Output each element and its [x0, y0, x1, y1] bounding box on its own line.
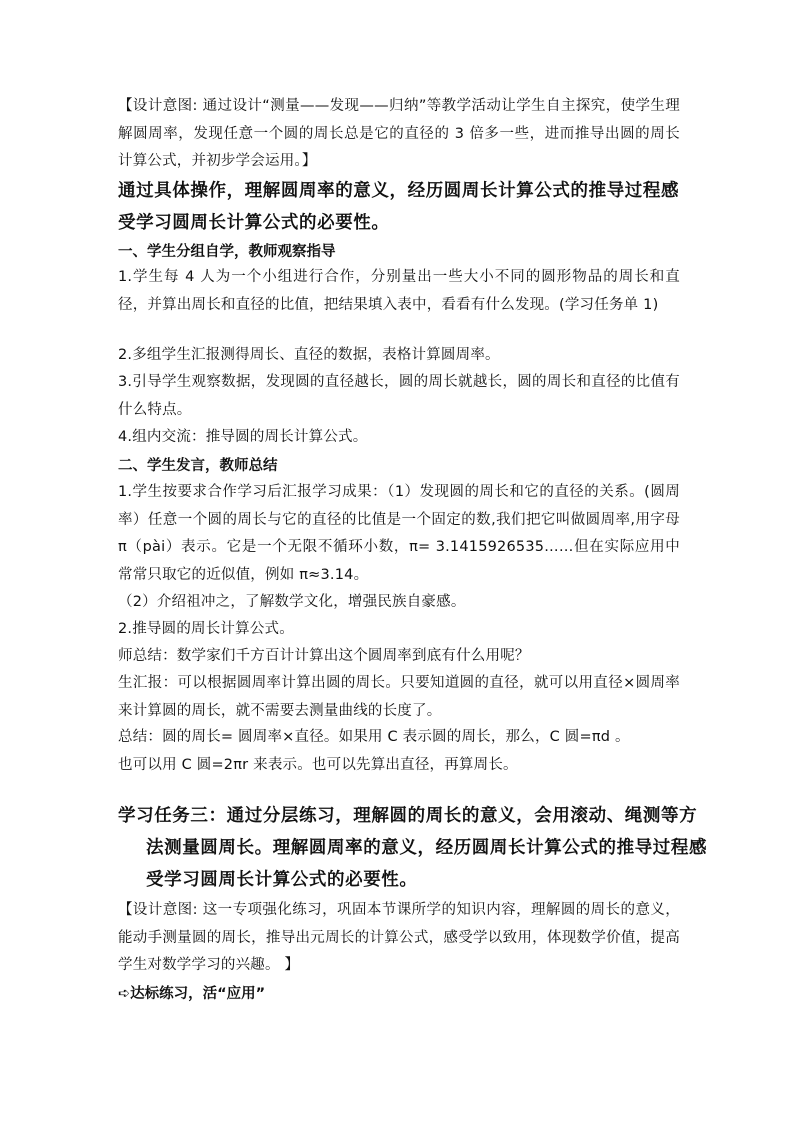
section-heading-1: 一、学生分组自学，教师观察指导 — [118, 244, 336, 260]
goal-heading: 通过具体操作，理解圆周率的意义，经历圆周长计算公式的推导过程感受学习圆周长计算公式的必要性。 — [118, 181, 680, 233]
teacher-question: 师总结：数学家们千方百计计算出这个圆周率到底有什么用呢？ — [118, 648, 530, 664]
student-report: 生汇报：可以根据圆周率计算出圆的周长。只要知道圆的直径，就可以用直径×圆周率来计算圆的周长，就不需要去测量曲线的长度了。 — [118, 675, 680, 719]
step-paragraph-2-2: （2）介绍祖冲之，了解数学文化，增强民族自豪感。 — [118, 594, 466, 610]
step-paragraph-2-3: 2.推导圆的周长计算公式。 — [118, 621, 294, 637]
step-paragraph-2-1: 1.学生按要求合作学习后汇报学习成果：（1）发现圆的周长和它的直径的关系。(圆周率）任意一个圆的周长与它的直径的比值是一个固定的数,我们把它叫做圆周率,用字母 π（pài）表示。它是一个无限不循环小数，π= 3.1415926535……但在实际应用中常常只取它的近似值，例如 π≈3.14。 — [118, 484, 680, 583]
design-intent-paragraph-1: 【设计意图: 通过设计“测量——发现——归纳”等教学活动让学生自主探究，使学生理解圆周率，发现任意一个圆的周长总是它的直径的 3 倍多一些，进而推导出圆的周长计算公式，并初步学会运用。】 — [118, 98, 680, 169]
step-paragraph-1-3: 3.引导学生观察数据，发现圆的直径越长，圆的周长就越长，圆的周长和直径的比值有什么特点。 — [118, 374, 680, 418]
practice-heading: ➪达标练习，活“应用” — [118, 986, 266, 1002]
formula-alternative: 也可以用 C 圆=2πr 来表示。也可以先算出直径，再算周长。 — [118, 757, 518, 773]
step-paragraph-1-1: 1.学生每 4 人为一个小组进行合作，分别量出一些大小不同的圆形物品的周长和直径，并算出周长和直径的比值，把结果填入表中，看看有什么发现。(学习任务单 1) — [118, 269, 680, 313]
formula-summary: 总结：圆的周长= 圆周率×直径。如果用 C 表示圆的周长，那么，C 圆=πd 。 — [118, 729, 630, 745]
section-heading-2: 二、学生发言，教师总结 — [118, 458, 278, 474]
step-paragraph-1-2: 2.多组学生汇报测得周长、直径的数据，表格计算圆周率。 — [118, 347, 500, 363]
design-intent-paragraph-2: 【设计意图: 这一专项强化练习，巩固本节课所学的知识内容，理解圆的周长的意义，能动手测量圆的周长，推导出元周长的计算公式，感受学以致用，体现数学价值，提高学生对数学学习的兴趣。 】 — [118, 902, 680, 973]
step-paragraph-1-4: 4.组内交流：推导圆的周长计算公式。 — [118, 429, 368, 445]
task-3-heading: 学习任务三：通过分层练习，理解圆的周长的意义，会用滚动、绳测等方法测量圆周长。理解圆周率的意义，经历圆周长计算公式的推导过程感受学习圆周长计算公式的必要性。 — [118, 806, 708, 890]
